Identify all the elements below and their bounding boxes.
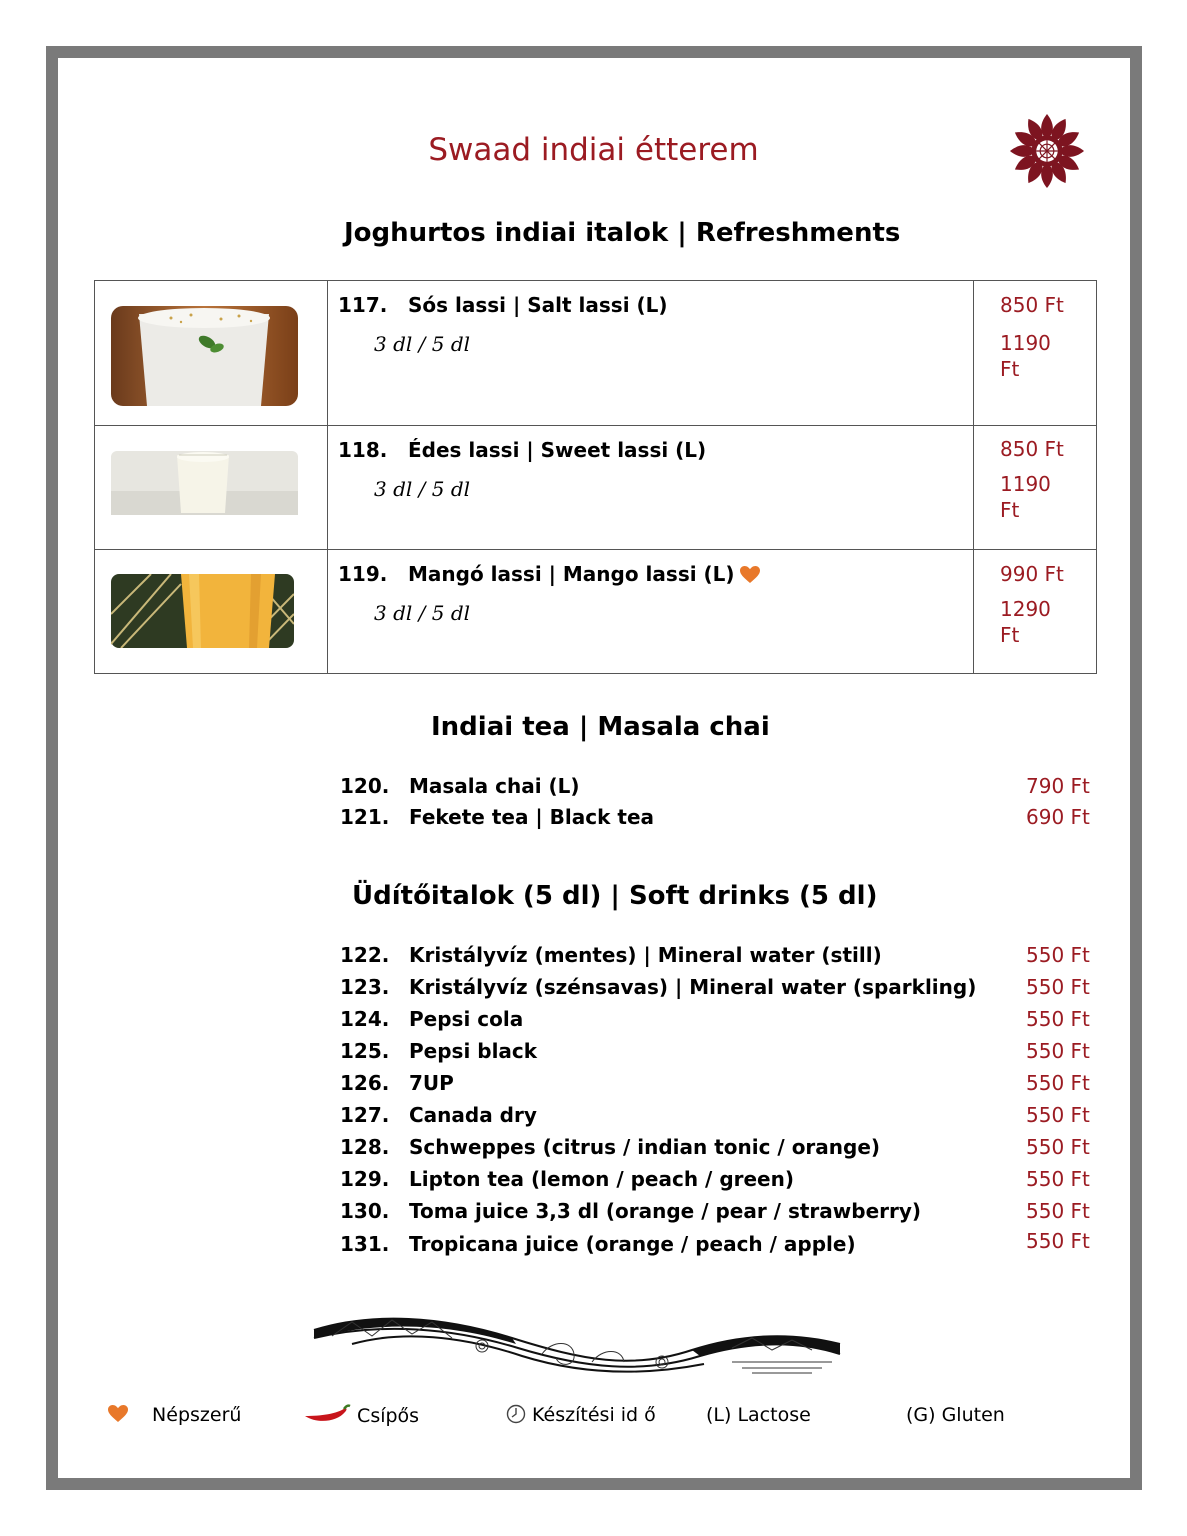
item-name: Masala chai (L) bbox=[409, 774, 580, 798]
item-number: 124. bbox=[340, 1007, 390, 1031]
list-item bbox=[340, 774, 580, 798]
item-price-cell bbox=[974, 426, 1097, 550]
list-item bbox=[340, 1135, 880, 1159]
item-name: Pepsi black bbox=[409, 1039, 538, 1063]
list-item bbox=[340, 1039, 537, 1063]
legend-label: Készítési id ő bbox=[532, 1404, 656, 1426]
legend-gluten: (G) Gluten bbox=[906, 1404, 1005, 1426]
item-size: 3 dl / 5 dl bbox=[374, 477, 471, 501]
price-small: 990 Ft bbox=[1000, 562, 1064, 586]
item-description-cell bbox=[328, 281, 974, 426]
item-description-cell bbox=[328, 426, 974, 550]
item-price: 550 Ft bbox=[1026, 1103, 1090, 1127]
item-price: 550 Ft bbox=[1026, 943, 1090, 967]
list-item bbox=[340, 1199, 921, 1223]
item-price: 790 Ft bbox=[1026, 774, 1090, 798]
item-price: 550 Ft bbox=[1026, 1229, 1090, 1253]
item-number: 128. bbox=[340, 1135, 390, 1159]
list-item bbox=[340, 1167, 794, 1191]
item-price: 550 Ft bbox=[1026, 1167, 1090, 1191]
table-row bbox=[95, 281, 1097, 426]
list-item bbox=[340, 1007, 523, 1031]
sweet-lassi-photo bbox=[111, 451, 298, 515]
table-row bbox=[95, 550, 1097, 674]
item-number: 129. bbox=[340, 1167, 390, 1191]
mandala-logo-icon bbox=[1008, 112, 1086, 190]
tea-section-heading: Indiai tea | Masala chai bbox=[431, 712, 770, 742]
list-item bbox=[340, 1232, 856, 1256]
legend-spicy bbox=[303, 1404, 419, 1427]
item-number: 126. bbox=[340, 1071, 390, 1095]
item-number: 119. bbox=[338, 562, 388, 586]
legend-prep-time bbox=[506, 1404, 656, 1426]
item-price-cell bbox=[974, 281, 1097, 426]
legend-lactose: (L) Lactose bbox=[706, 1404, 811, 1426]
item-name: Kristályvíz (mentes) | Mineral water (still) bbox=[409, 943, 882, 967]
item-price: 550 Ft bbox=[1026, 1039, 1090, 1063]
page-frame bbox=[46, 46, 1142, 1490]
list-item bbox=[340, 1103, 537, 1127]
image-cell bbox=[95, 426, 328, 550]
item-number: 117. bbox=[338, 293, 388, 317]
item-name: Canada dry bbox=[409, 1103, 537, 1127]
item-number: 131. bbox=[340, 1232, 390, 1256]
item-name: 7UP bbox=[409, 1071, 454, 1095]
item-name: Mangó lassi | Mango lassi (L) bbox=[408, 562, 735, 586]
ornamental-divider bbox=[312, 1310, 842, 1376]
item-name: Pepsi cola bbox=[409, 1007, 524, 1031]
item-name: Lipton tea (lemon / peach / green) bbox=[409, 1167, 794, 1191]
item-number: 130. bbox=[340, 1199, 390, 1223]
soft-drinks-section-heading: Üdítőitalok (5 dl) | Soft drinks (5 dl) bbox=[352, 881, 878, 911]
item-number: 118. bbox=[338, 438, 388, 462]
item-price-cell bbox=[974, 550, 1097, 674]
heart-icon bbox=[108, 1405, 128, 1423]
legend-popular bbox=[108, 1404, 241, 1426]
price-large: 1190 Ft bbox=[1000, 472, 1051, 522]
salt-lassi-photo bbox=[111, 306, 298, 406]
restaurant-title: Swaad indiai étterem bbox=[428, 132, 759, 168]
item-size: 3 dl / 5 dl bbox=[374, 332, 471, 356]
heart-icon bbox=[740, 566, 760, 584]
item-number: 122. bbox=[340, 943, 390, 967]
item-price: 550 Ft bbox=[1026, 1007, 1090, 1031]
price-large: 1290 Ft bbox=[1000, 597, 1051, 647]
image-cell bbox=[95, 281, 328, 426]
item-number: 123. bbox=[340, 975, 390, 999]
item-name: Schweppes (citrus / indian tonic / orange) bbox=[409, 1135, 881, 1159]
price-small: 850 Ft bbox=[1000, 293, 1064, 317]
lassi-table bbox=[94, 280, 1097, 674]
image-cell bbox=[95, 550, 328, 674]
item-price: 550 Ft bbox=[1026, 1199, 1090, 1223]
clock-icon bbox=[506, 1404, 526, 1424]
item-price: 550 Ft bbox=[1026, 1071, 1090, 1095]
item-description-cell bbox=[328, 550, 974, 674]
item-price: 690 Ft bbox=[1026, 805, 1090, 829]
chili-icon bbox=[303, 1404, 351, 1426]
item-name: Kristályvíz (szénsavas) | Mineral water (sparkling) bbox=[409, 975, 977, 999]
item-number: 125. bbox=[340, 1039, 390, 1063]
item-number: 127. bbox=[340, 1103, 390, 1127]
item-price: 550 Ft bbox=[1026, 975, 1090, 999]
list-item bbox=[340, 1071, 454, 1095]
item-name: Édes lassi | Sweet lassi (L) bbox=[408, 438, 707, 462]
list-item bbox=[340, 943, 882, 967]
list-item bbox=[340, 975, 976, 999]
mango-lassi-photo bbox=[111, 574, 294, 648]
price-small: 850 Ft bbox=[1000, 437, 1064, 461]
item-name: Fekete tea | Black tea bbox=[409, 805, 655, 829]
legend-label: Csípős bbox=[357, 1405, 420, 1427]
item-size: 3 dl / 5 dl bbox=[374, 601, 471, 625]
lassi-section-heading: Joghurtos indiai italok | Refreshments bbox=[344, 218, 901, 248]
item-number: 121. bbox=[340, 805, 390, 829]
legend-label: Népszerű bbox=[152, 1404, 242, 1426]
item-name: Sós lassi | Salt lassi (L) bbox=[408, 293, 668, 317]
price-large: 1190 Ft bbox=[1000, 331, 1051, 381]
table-row bbox=[95, 426, 1097, 550]
item-name: Tropicana juice (orange / peach / apple) bbox=[409, 1232, 856, 1256]
list-item bbox=[340, 805, 654, 829]
item-number: 120. bbox=[340, 774, 390, 798]
item-name: Toma juice 3,3 dl (orange / pear / strawberry) bbox=[409, 1199, 922, 1223]
item-price: 550 Ft bbox=[1026, 1135, 1090, 1159]
